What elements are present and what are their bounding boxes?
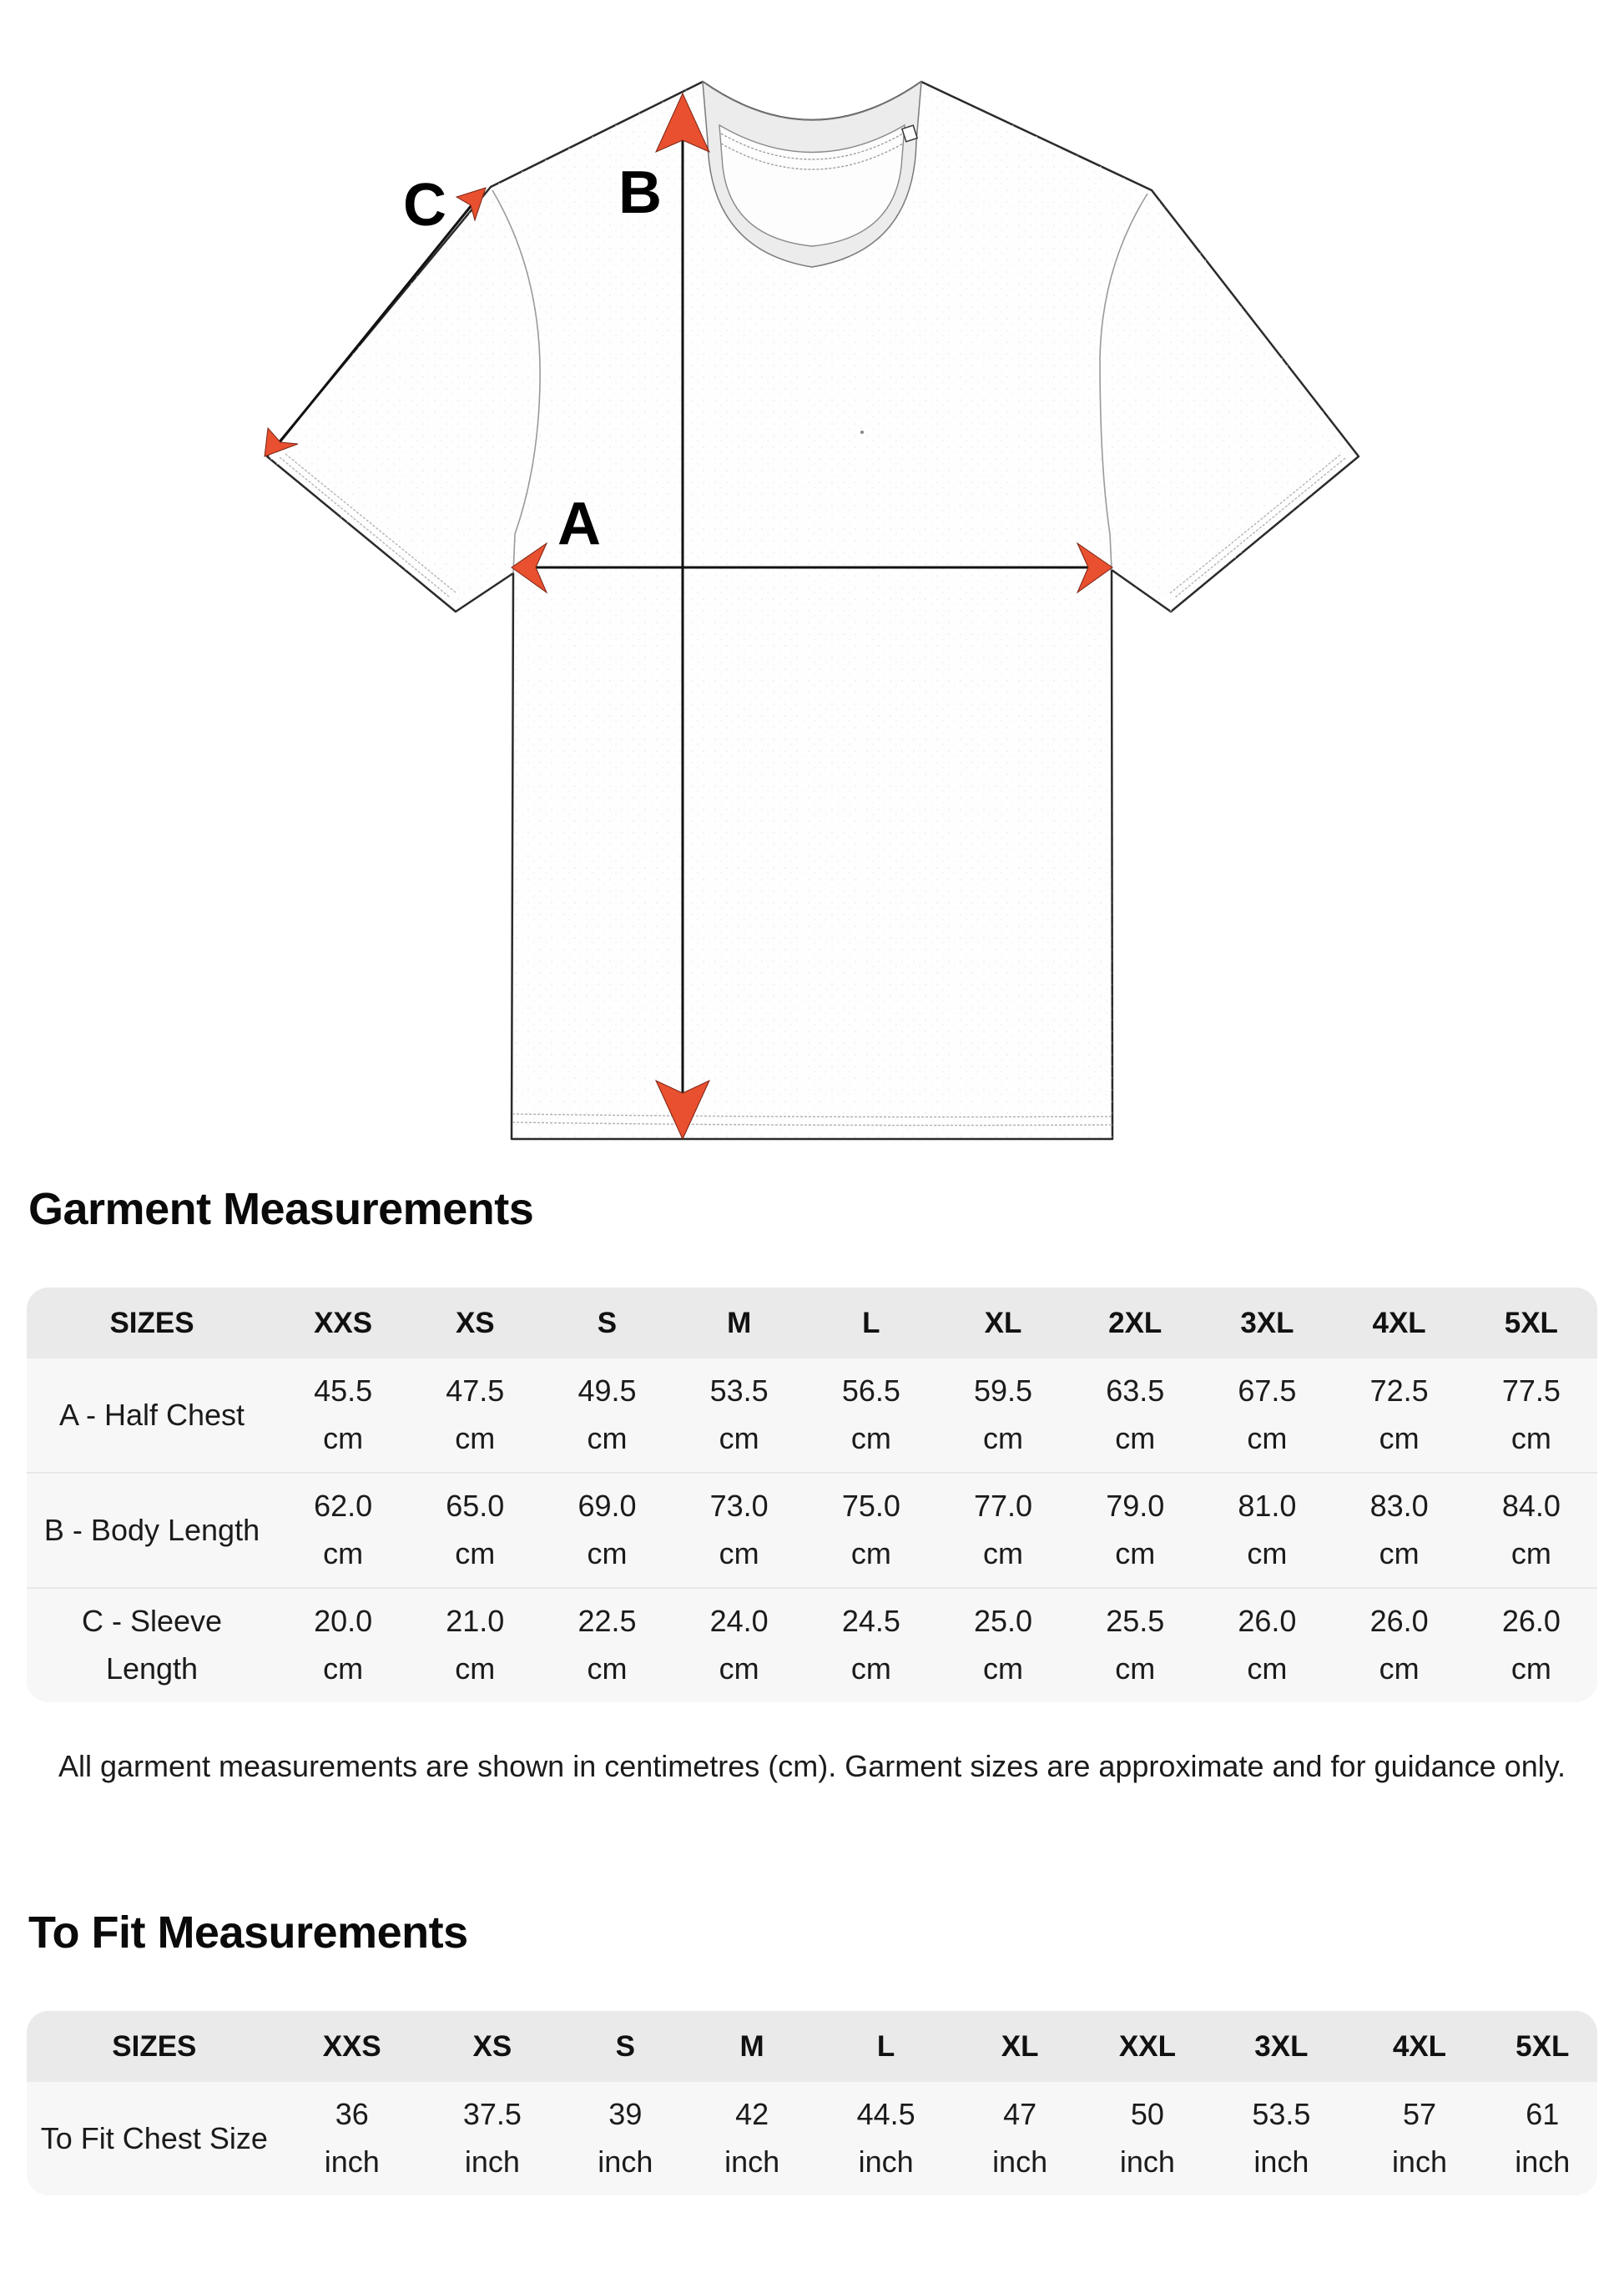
measurement-value: 56.5 xyxy=(841,1373,900,1408)
header-size: XS xyxy=(422,2011,562,2082)
measurement-value: 72.5 xyxy=(1369,1373,1429,1408)
measurement-value: 84.0 xyxy=(1501,1489,1561,1523)
measurement-unit: cm xyxy=(850,1421,891,1455)
garment-measurements-table xyxy=(27,1288,1597,1702)
measurement-cell xyxy=(1465,1587,1597,1702)
row-label: A - Half Chest xyxy=(27,1358,277,1472)
measurement-cell xyxy=(816,2082,956,2195)
header-size: XL xyxy=(956,2011,1084,2082)
measurement-unit: inch xyxy=(724,2144,780,2179)
measurement-unit: inch xyxy=(1515,2144,1571,2179)
measurement-cell xyxy=(1334,1358,1465,1472)
garment-measurements-title: Garment Measurements xyxy=(28,1184,534,1234)
measurement-cell xyxy=(282,2082,422,2195)
header-size: L xyxy=(805,1288,937,1358)
measurement-unit: cm xyxy=(1511,1651,1551,1686)
header-size: 5XL xyxy=(1487,2011,1597,2082)
measurement-value: 63.5 xyxy=(1106,1373,1165,1408)
measurement-unit: inch xyxy=(1391,2144,1447,2179)
header-size: XXL xyxy=(1084,2011,1212,2082)
measurement-cell xyxy=(409,1472,541,1587)
measurement-cell xyxy=(1465,1472,1597,1587)
measurement-cell xyxy=(277,1587,409,1702)
measurement-value: 21.0 xyxy=(446,1604,505,1638)
measurement-value: 25.0 xyxy=(974,1604,1033,1638)
header-size: 4XL xyxy=(1351,2011,1487,2082)
label-b: B xyxy=(618,159,662,226)
measurement-cell xyxy=(541,1472,673,1587)
measurement-unit: inch xyxy=(1253,2144,1309,2179)
measurement-value: 73.0 xyxy=(709,1489,769,1523)
measurement-unit: cm xyxy=(1115,1421,1156,1455)
header-size: 2XL xyxy=(1069,1288,1201,1358)
measurement-value: 53.5 xyxy=(709,1373,769,1408)
measurement-unit: cm xyxy=(719,1421,759,1455)
measurement-value: 62.0 xyxy=(314,1489,373,1523)
header-size: 4XL xyxy=(1334,1288,1465,1358)
measurement-cell xyxy=(1084,2082,1212,2195)
measurement-cell xyxy=(1465,1358,1597,1472)
header-size: S xyxy=(562,2011,688,2082)
measurement-cell xyxy=(673,1358,805,1472)
measurement-unit: cm xyxy=(587,1421,628,1455)
measurement-unit: cm xyxy=(587,1651,628,1686)
measurement-unit: cm xyxy=(323,1421,364,1455)
row-label: C - Sleeve Length xyxy=(27,1587,277,1702)
table-row xyxy=(27,1358,1597,1472)
measurement-value: 36 xyxy=(335,2097,369,2131)
measurement-value: 24.5 xyxy=(841,1604,900,1638)
measurement-unit: cm xyxy=(455,1536,496,1570)
header-size: M xyxy=(673,1288,805,1358)
measurement-cell xyxy=(1069,1358,1201,1472)
measurement-value: 81.0 xyxy=(1238,1489,1297,1523)
measurement-unit: inch xyxy=(858,2144,914,2179)
measurement-unit: cm xyxy=(1511,1536,1551,1570)
measurement-cell xyxy=(1201,1472,1333,1587)
measurement-cell xyxy=(1487,2082,1597,2195)
measurement-value: 75.0 xyxy=(841,1489,900,1523)
measurement-value: 45.5 xyxy=(314,1373,373,1408)
measurement-value: 83.0 xyxy=(1369,1489,1429,1523)
measurement-value: 61 xyxy=(1526,2097,1560,2131)
measurement-cell xyxy=(673,1472,805,1587)
measurement-unit: cm xyxy=(1379,1536,1420,1570)
table-row xyxy=(27,1472,1597,1587)
measurement-unit: cm xyxy=(850,1536,891,1570)
to-fit-measurements-table xyxy=(27,2011,1597,2195)
measurement-cell xyxy=(277,1358,409,1472)
header-size: M xyxy=(688,2011,816,2082)
measurement-value: 77.0 xyxy=(974,1489,1033,1523)
measurement-unit: cm xyxy=(1115,1536,1156,1570)
table-row xyxy=(27,1587,1597,1702)
measurement-value: 79.0 xyxy=(1106,1489,1165,1523)
measurement-cell xyxy=(937,1472,1069,1587)
header-size: XL xyxy=(937,1288,1069,1358)
header-size: S xyxy=(541,1288,673,1358)
measurement-note: All garment measurements are shown in centimetres (cm). Garment sizes are approximate and for guidance only. xyxy=(58,1749,1566,1783)
to-fit-measurements-title: To Fit Measurements xyxy=(28,1908,468,1958)
measurement-unit: cm xyxy=(1379,1421,1420,1455)
row-label: To Fit Chest Size xyxy=(27,2082,282,2195)
measurement-cell xyxy=(1334,1472,1465,1587)
header-size: XXS xyxy=(277,1288,409,1358)
measurement-cell xyxy=(805,1358,937,1472)
measurement-cell xyxy=(562,2082,688,2195)
header-size: 5XL xyxy=(1465,1288,1597,1358)
measurement-unit: inch xyxy=(992,2144,1048,2179)
measurement-cell xyxy=(688,2082,816,2195)
measurement-cell xyxy=(1069,1472,1201,1587)
measurement-unit: cm xyxy=(323,1536,364,1570)
measurement-unit: inch xyxy=(1119,2144,1175,2179)
measurement-unit: cm xyxy=(1511,1421,1551,1455)
measurement-value: 65.0 xyxy=(446,1489,505,1523)
measurement-value: 26.0 xyxy=(1238,1604,1297,1638)
measurement-value: 44.5 xyxy=(856,2097,915,2131)
measurement-unit: cm xyxy=(1247,1421,1288,1455)
header-size: 3XL xyxy=(1211,2011,1351,2082)
measurement-cell xyxy=(277,1472,409,1587)
table-header-row xyxy=(27,1288,1597,1358)
measurement-value: 59.5 xyxy=(974,1373,1033,1408)
measurement-unit: cm xyxy=(850,1651,891,1686)
measurement-cell xyxy=(1069,1587,1201,1702)
measurement-cell xyxy=(805,1472,937,1587)
measurement-unit: cm xyxy=(1379,1651,1420,1686)
measurement-unit: cm xyxy=(983,1421,1024,1455)
measurement-unit: cm xyxy=(1247,1651,1288,1686)
measurement-value: 25.5 xyxy=(1106,1604,1165,1638)
measurement-cell xyxy=(1211,2082,1351,2195)
header-size: 3XL xyxy=(1201,1288,1333,1358)
measurement-unit: cm xyxy=(1115,1651,1156,1686)
measurement-value: 24.0 xyxy=(709,1604,769,1638)
measurement-cell xyxy=(956,2082,1084,2195)
row-label: B - Body Length xyxy=(27,1472,277,1587)
measurement-cell xyxy=(805,1587,937,1702)
measurement-value: 26.0 xyxy=(1501,1604,1561,1638)
measurement-value: 49.5 xyxy=(577,1373,637,1408)
measurement-cell xyxy=(541,1358,673,1472)
measurement-unit: cm xyxy=(587,1536,628,1570)
label-c: C xyxy=(403,172,446,239)
measurement-unit: cm xyxy=(719,1651,759,1686)
measurement-cell xyxy=(1201,1358,1333,1472)
header-sizes: SIZES xyxy=(27,2011,282,2082)
measurement-cell xyxy=(541,1587,673,1702)
measurement-value: 42 xyxy=(735,2097,769,2131)
measurement-value: 77.5 xyxy=(1501,1373,1561,1408)
measurement-cell xyxy=(1201,1587,1333,1702)
measurement-cell xyxy=(1334,1587,1465,1702)
measurement-value: 37.5 xyxy=(462,2097,522,2131)
measurement-value: 39 xyxy=(608,2097,643,2131)
measurement-unit: inch xyxy=(598,2144,653,2179)
header-sizes: SIZES xyxy=(27,1288,277,1358)
measurement-value: 20.0 xyxy=(314,1604,373,1638)
measurement-cell xyxy=(422,2082,562,2195)
measurement-value: 22.5 xyxy=(577,1604,637,1638)
measurement-value: 69.0 xyxy=(577,1489,637,1523)
header-size: XS xyxy=(409,1288,541,1358)
measurement-cell xyxy=(1351,2082,1487,2195)
measurement-value: 50 xyxy=(1130,2097,1164,2131)
measurement-unit: cm xyxy=(323,1651,364,1686)
measurement-value: 47.5 xyxy=(446,1373,505,1408)
measurement-cell xyxy=(409,1358,541,1472)
measurement-value: 53.5 xyxy=(1252,2097,1311,2131)
measurement-unit: inch xyxy=(324,2144,380,2179)
measurement-unit: inch xyxy=(464,2144,520,2179)
table-header-row xyxy=(27,2011,1597,2082)
measurement-cell xyxy=(673,1587,805,1702)
measurement-value: 47 xyxy=(1003,2097,1037,2131)
measurement-cell xyxy=(937,1587,1069,1702)
measurement-cell xyxy=(937,1358,1069,1472)
table-row xyxy=(27,2082,1597,2195)
measurement-unit: cm xyxy=(983,1651,1024,1686)
measurement-cell xyxy=(409,1587,541,1702)
measurement-unit: cm xyxy=(455,1651,496,1686)
measurement-value: 26.0 xyxy=(1369,1604,1429,1638)
measurement-value: 67.5 xyxy=(1238,1373,1297,1408)
measurement-value: 57 xyxy=(1402,2097,1436,2131)
measurement-unit: cm xyxy=(1247,1536,1288,1570)
measurement-unit: cm xyxy=(983,1536,1024,1570)
header-size: L xyxy=(816,2011,956,2082)
measurement-unit: cm xyxy=(719,1536,759,1570)
measurement-unit: cm xyxy=(455,1421,496,1455)
header-size: XXS xyxy=(282,2011,422,2082)
label-a: A xyxy=(557,491,601,557)
